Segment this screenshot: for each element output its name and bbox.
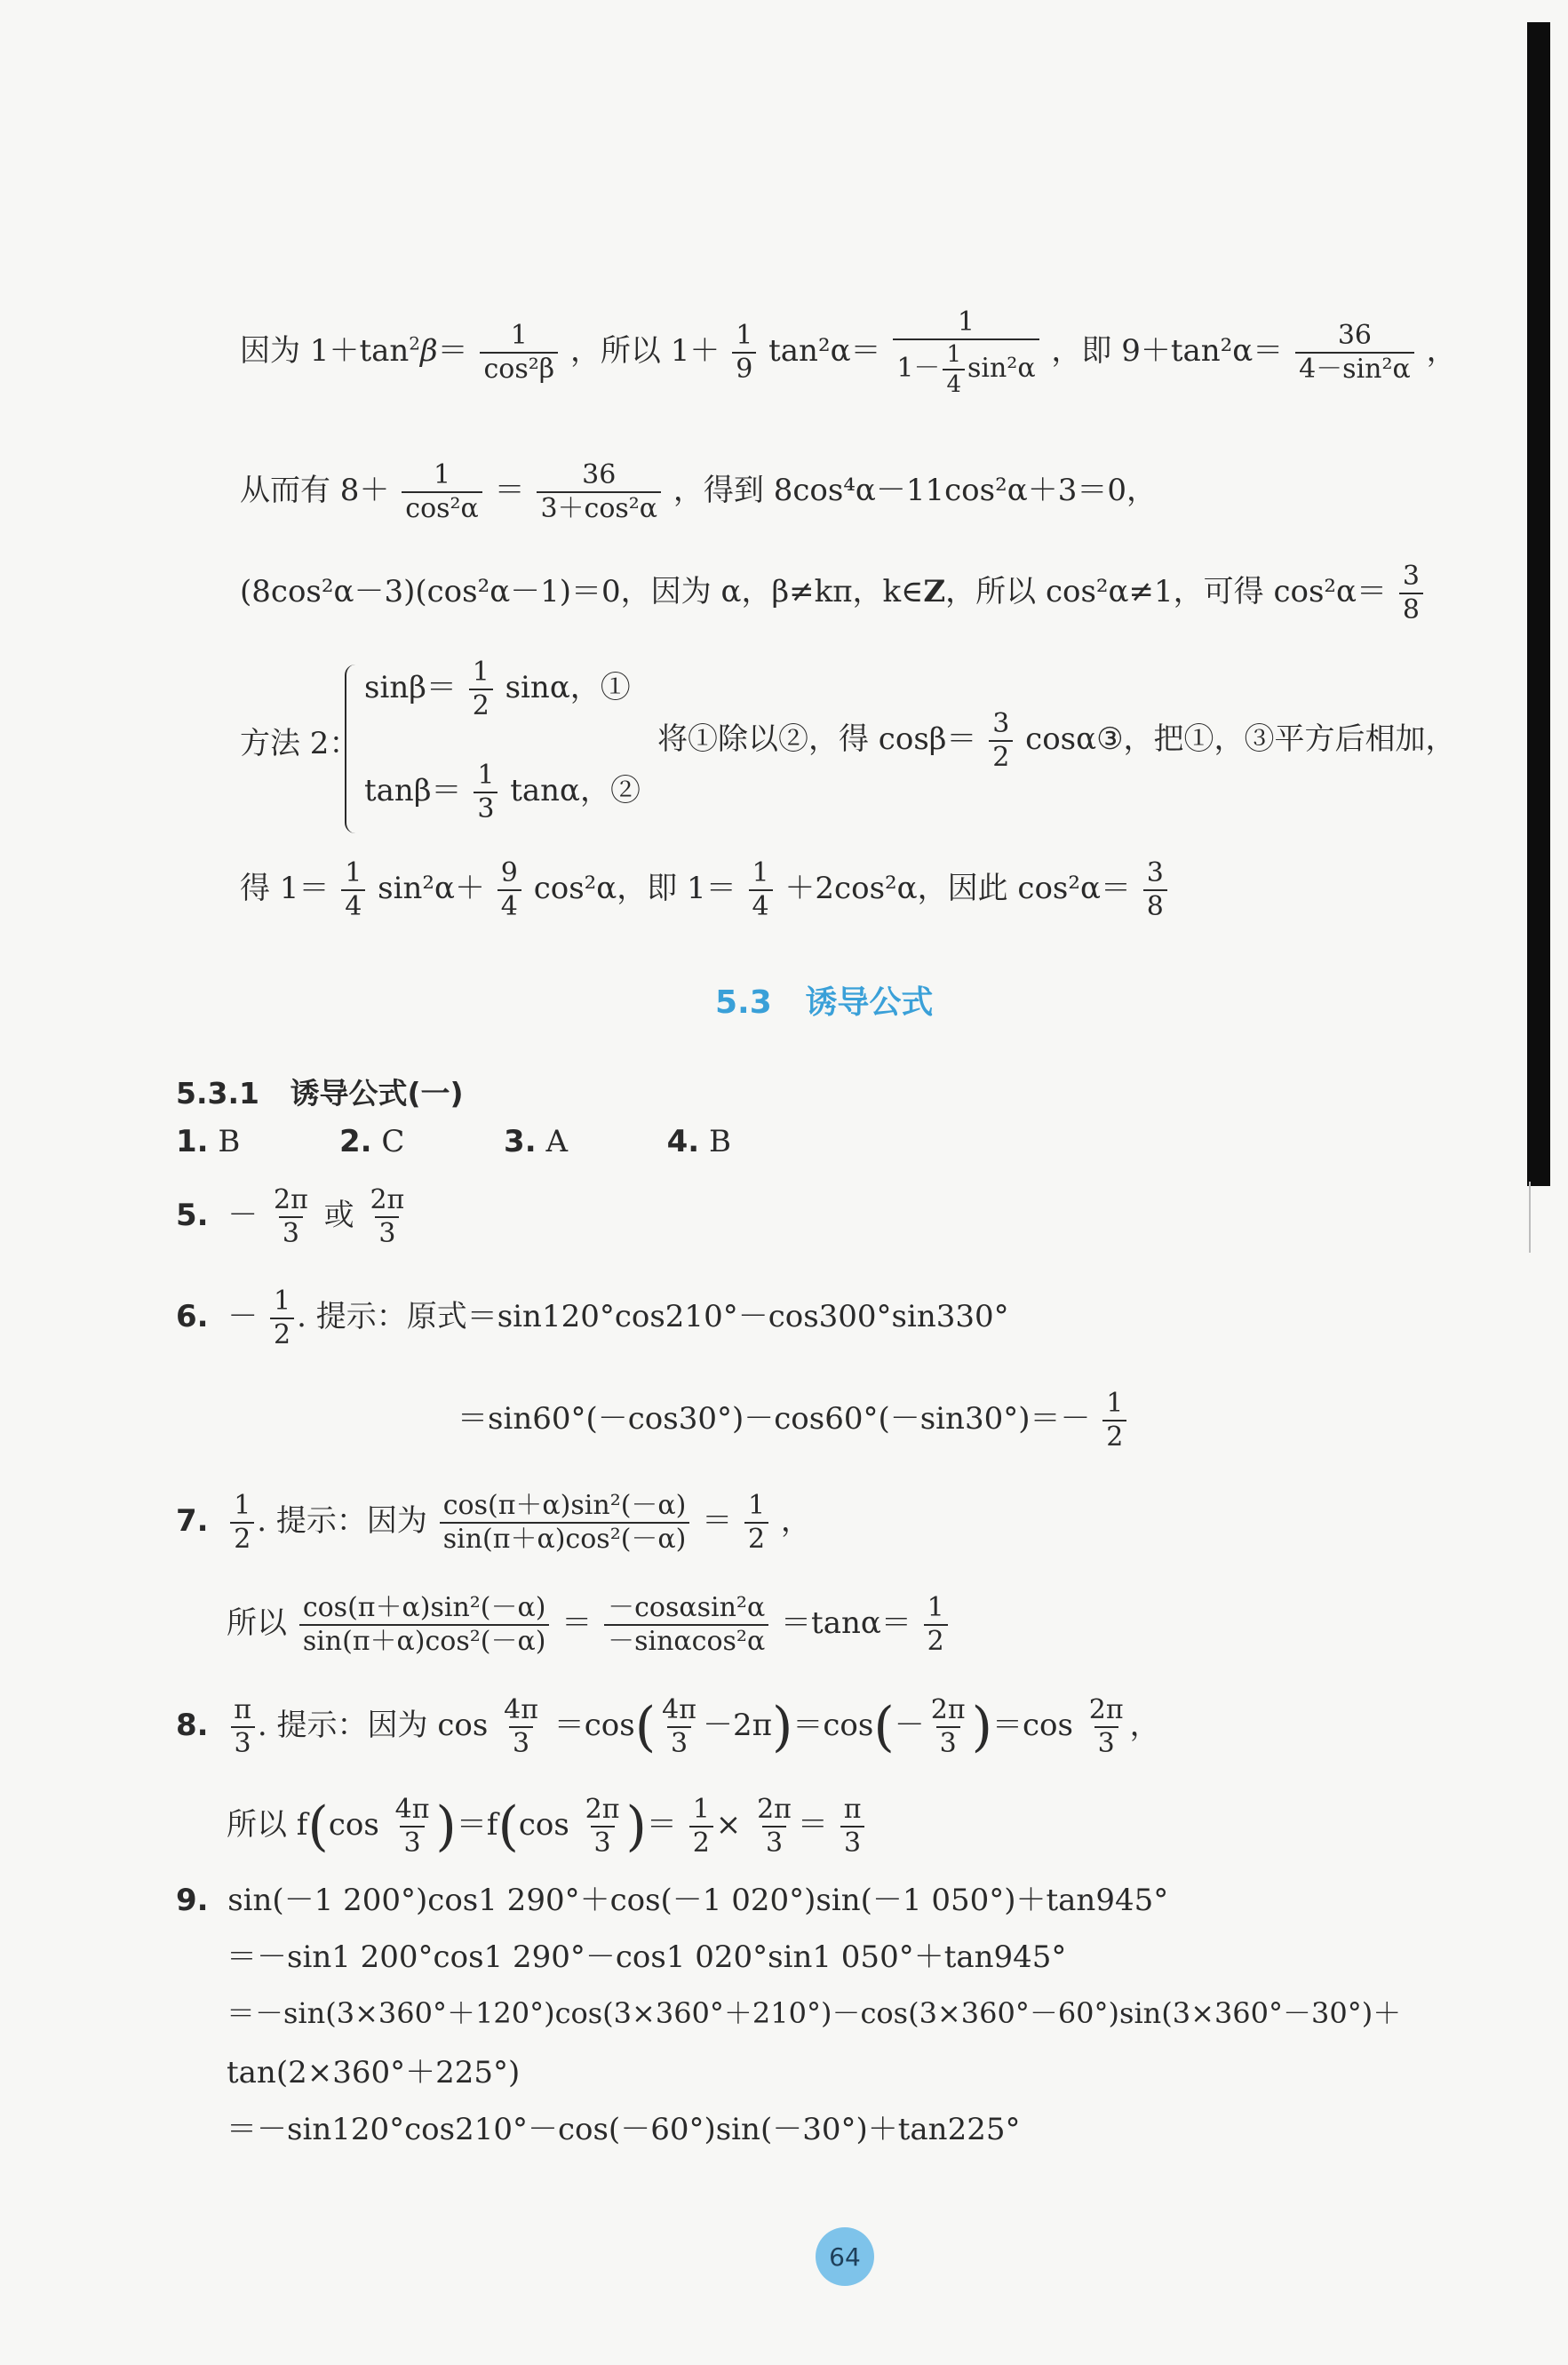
solution-line-2 [240,459,1157,524]
answer-8: 8. $\frac{\pi}{3}$ . 提示：因为 cos $\frac{4\pi}{3}$ ＝cos( $\frac{4\pi}{3}$ －2π)＝cos(－ $\frac{2\pi}{3}$ )＝cos $\frac{2\pi}{3}$ ， [176,1694,1160,1759]
answer-9: 9. sin(－1 200°)cos1 290°＋cos(－1 020°)sin(－1 050°)＋tan945° [176,1883,1169,1918]
method-2-explanation: 将①除以②，得 cosβ＝ $\frac{3}{2}$ cosα③，把①，③平方后相加， [657,708,1456,773]
integer-set-symbol: Z [923,574,946,609]
answer-8-line-2: 所以 f(cos $\frac{4\pi}{3}$ )＝f(cos $\frac{2\pi}{3}$ )＝ $\frac{1}{2}$ × $\frac{2\pi}{3}$ ＝ $\frac{\pi}{3}$ [227,1796,867,1857]
fraction: $\frac{1}{\text{cos²α}}$ [402,462,482,522]
text: 从而有 8＋ [240,473,390,508]
solution-line-3 [240,563,1426,624]
section-title: 5.3 诱导公式 [715,984,934,1021]
solution-line-5: 得 1＝ $\frac{1}{4}$ sin²α＋ $\frac{9}{4}$ cos²α，即 1＝ $\frac{1}{4}$ ＋2cos²α，因此 cos²α＝ $\frac{3}{8}$ [240,860,1170,920]
system-eq-1: sinβ＝ $\frac{1}{2}$ sinα，① [364,657,631,721]
page-edge-bar [1527,22,1550,1186]
text: ，得到 8cos⁴α－11cos²α＋3＝0， [673,473,1157,508]
page-number-badge [816,2227,874,2286]
answer-5: 5. － $\frac{2\pi}{3}$ 或 $\frac{2\pi}{3}$ [176,1184,405,1249]
answer-9-line-4: tan(2×360°＋225°) [227,2055,521,2090]
text: ， [1426,333,1457,369]
fraction: $\frac{3}{8}$ [1399,563,1423,624]
answers-1-4: 1. B 2. C 3. A 4. B [176,1124,732,1159]
var: β [420,333,438,369]
answer-7: 7. $\frac{1}{2}$ . 提示：因为 $\frac{\text{cos(π＋α)sin²(－α)}}{\text{sin(π＋α)cos²(－α)}}$ ＝ $\frac{1}{2}$ ， [176,1490,811,1555]
text: ，所以 cos²α≠1，可得 cos²α＝ [945,574,1387,609]
fraction: 1 1－ $\frac{1}{4}$ sin²α [893,309,1039,396]
answer-6-line-2: ＝sin60°(－cos30°)－cos60°(－sin30°)＝－ $\frac{1}{2}$ [458,1390,1129,1451]
fraction: $\frac{1}{\text{cos²β}}$ [480,322,558,383]
method-2-label: 方法 2： [240,726,360,761]
page-number: 64 [829,2242,861,2272]
text: ，所以 1＋ [569,333,720,369]
fraction: $\frac{36}{\text{4－sin²α}}$ [1295,322,1414,383]
answer-6: 6. － $\frac{1}{2}$ . 提示：原式＝sin120°cos210°－cos300°sin330° [176,1286,1009,1350]
text: ＝ [494,473,525,508]
answer-7-line-2: 所以 $\frac{\text{cos(π＋α)sin²(－α)}}{\text{sin(π＋α)cos²(－α)}}$ ＝ $\frac{\text{－cosαsin²α}}{\text{－sinαcos²α}}$ ＝tanα＝ $\frac{1}{2}$ [227,1595,951,1655]
answer-9-line-3: ＝－sin(3×360°＋120°)cos(3×360°＋210°)－cos(3×360°－60°)sin(3×360°－30°)＋ [227,1996,1402,2030]
text: ＝ [437,333,468,369]
answer-9-line-2: ＝－sin1 200°cos1 290°－cos1 020°sin1 050°＋tan945° [227,1939,1067,1975]
text: tan²α＝ [768,333,881,369]
text: ，即 9＋tan²α＝ [1051,333,1284,369]
text: (8cos²α－3)(cos²α－1)＝0，因为 α，β≠kπ，k∈ [240,574,924,609]
system-brace [345,665,361,833]
fraction: $\frac{1}{9}$ [732,322,756,383]
solution-line-1 [240,309,1457,396]
subsection-title: 5.3.1 诱导公式(一) [176,1076,464,1111]
text: 因为 1＋tan [240,333,410,369]
sup: 2 [409,332,421,354]
answer-9-line-5: ＝－sin120°cos210°－cos(－60°)sin(－30°)＋tan225° [227,2112,1021,2147]
page-edge-line [1529,1182,1531,1253]
fraction: $\frac{36}{\text{3＋cos²α}}$ [537,462,661,522]
system-eq-2: tanβ＝ $\frac{1}{3}$ tanα，② [364,760,641,824]
